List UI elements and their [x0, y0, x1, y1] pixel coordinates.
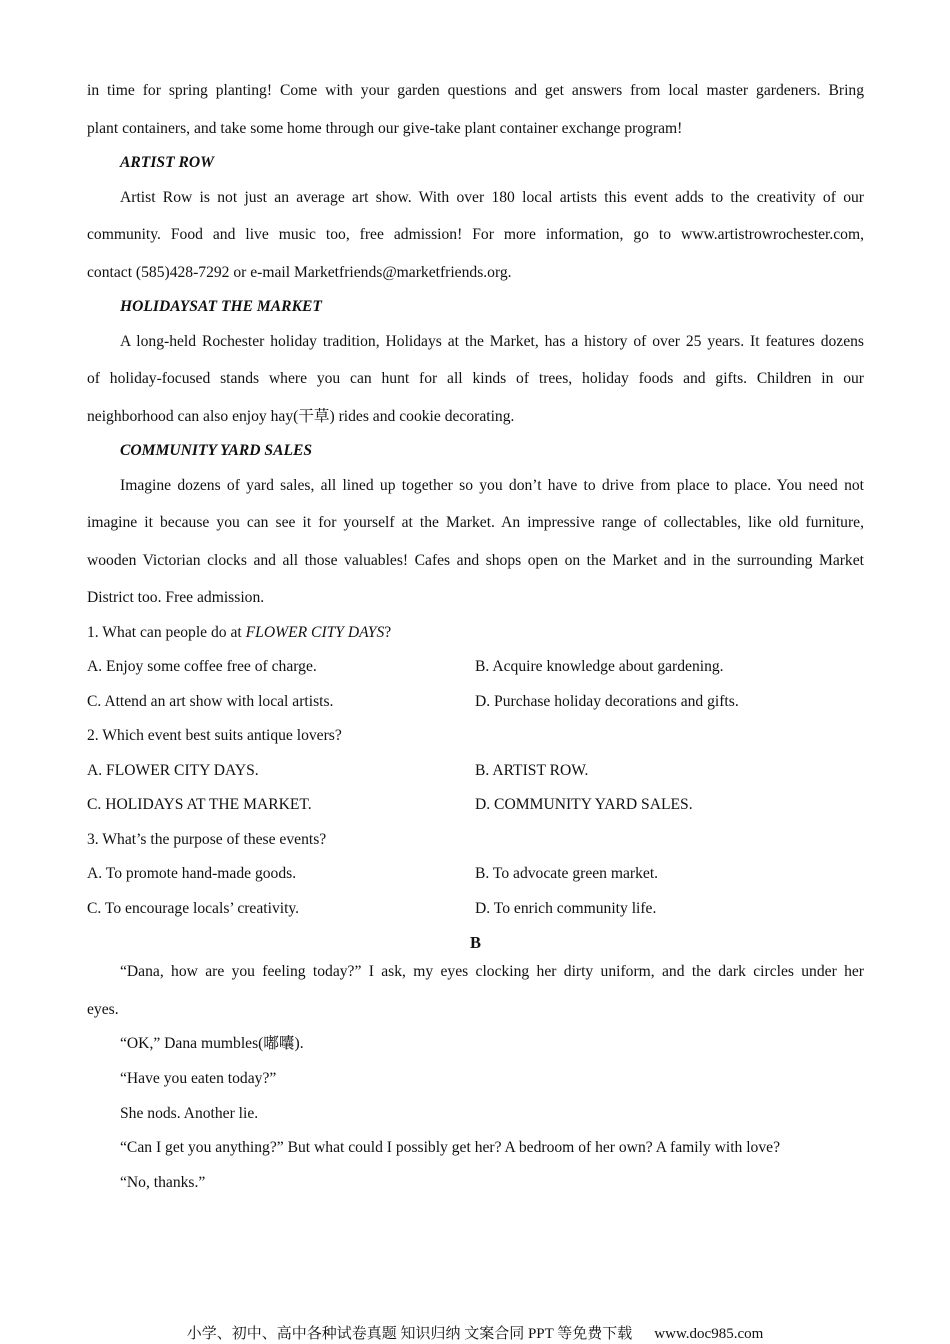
- option-b[interactable]: B. To advocate green market.: [475, 865, 659, 882]
- page-footer: [0, 1324, 950, 1344]
- paragraph-line: Artist Row is not just an average art show. With over 180 local artists this event adds to the creativity of our: [120, 189, 864, 206]
- option-d[interactable]: D. Purchase holiday decorations and gifts.: [475, 693, 739, 710]
- paragraph-line: “Can I get you anything?” But what could I possibly get her? A bedroom of her own? A family with love?: [120, 1139, 780, 1156]
- paragraph-line: wooden Victorian clocks and all those valuables! Cafes and shops open on the Market and in the surrounding Market: [87, 552, 864, 569]
- option-c[interactable]: C. Attend an art show with local artists.: [87, 693, 334, 710]
- paragraph-line: “OK,” Dana mumbles(嘟囔).: [120, 1035, 304, 1052]
- paragraph-line: District too. Free admission.: [87, 589, 265, 606]
- option-a[interactable]: A. FLOWER CITY DAYS.: [87, 762, 259, 779]
- option-c[interactable]: C. To encourage locals’ creativity.: [87, 900, 300, 917]
- paragraph-line: She nods. Another lie.: [120, 1105, 259, 1122]
- paragraph-line: of holiday-focused stands where you can hunt for all kinds of trees, holiday foods and gifts. Children in our: [87, 370, 864, 387]
- footer-link[interactable]: www.doc985.com: [654, 1326, 764, 1342]
- paragraph-line: plant containers, and take some home through our give-take plant container exchange program!: [87, 120, 683, 137]
- option-d[interactable]: D. To enrich community life.: [475, 900, 657, 917]
- paragraph-line: contact (585)428-7292 or e-mail Marketfriends@marketfriends.org.: [87, 264, 512, 281]
- option-b[interactable]: B. Acquire knowledge about gardening.: [475, 658, 724, 675]
- section-heading-holidays: HOLIDAYSAT THE MARKET: [120, 298, 322, 315]
- footer-text: 小学、初中、高中各种试卷真题 知识归纳 文案合同 PPT 等免费下载: [186, 1326, 633, 1342]
- option-a[interactable]: A. To promote hand-made goods.: [87, 865, 297, 882]
- section-heading-artist-row: ARTIST ROW: [120, 154, 215, 171]
- option-b[interactable]: B. ARTIST ROW.: [475, 762, 589, 779]
- question-2: 2. Which event best suits antique lovers?: [87, 727, 342, 744]
- paragraph-line: A long-held Rochester holiday tradition, Holidays at the Market, has a history of over 25 years. It features dozens: [120, 333, 864, 350]
- paragraph-line: “No, thanks.”: [120, 1174, 206, 1191]
- paragraph-line: “Have you eaten today?”: [120, 1070, 277, 1087]
- option-c[interactable]: C. HOLIDAYS AT THE MARKET.: [87, 796, 312, 813]
- option-a[interactable]: A. Enjoy some coffee free of charge.: [87, 658, 317, 675]
- paragraph-line: Imagine dozens of yard sales, all lined up together so you don’t have to drive from place to place. You need not: [120, 477, 864, 494]
- paragraph-line: “Dana, how are you feeling today?” I ask, my eyes clocking her dirty uniform, and the dark circles under her: [120, 963, 864, 980]
- paragraph-line: eyes.: [87, 1001, 119, 1018]
- question-1: 1. What can people do at FLOWER CITY DAYS?: [87, 624, 392, 641]
- paragraph-line: in time for spring planting! Come with your garden questions and get answers from local master gardeners. Bring: [87, 82, 864, 99]
- question-3: 3. What’s the purpose of these events?: [87, 831, 327, 848]
- paragraph-line: imagine it because you can see it for yourself at the Market. An impressive range of collectables, like old furniture,: [87, 514, 864, 531]
- option-d[interactable]: D. COMMUNITY YARD SALES.: [475, 796, 693, 813]
- paragraph-line: community. Food and live music too, free admission! For more information, go to www.artistrowrochester.com,: [87, 226, 864, 243]
- passage-b-title: B: [469, 933, 481, 952]
- section-heading-yard-sales: COMMUNITY YARD SALES: [120, 442, 313, 459]
- paragraph-line: neighborhood can also enjoy hay(干草) rides and cookie decorating.: [87, 408, 515, 425]
